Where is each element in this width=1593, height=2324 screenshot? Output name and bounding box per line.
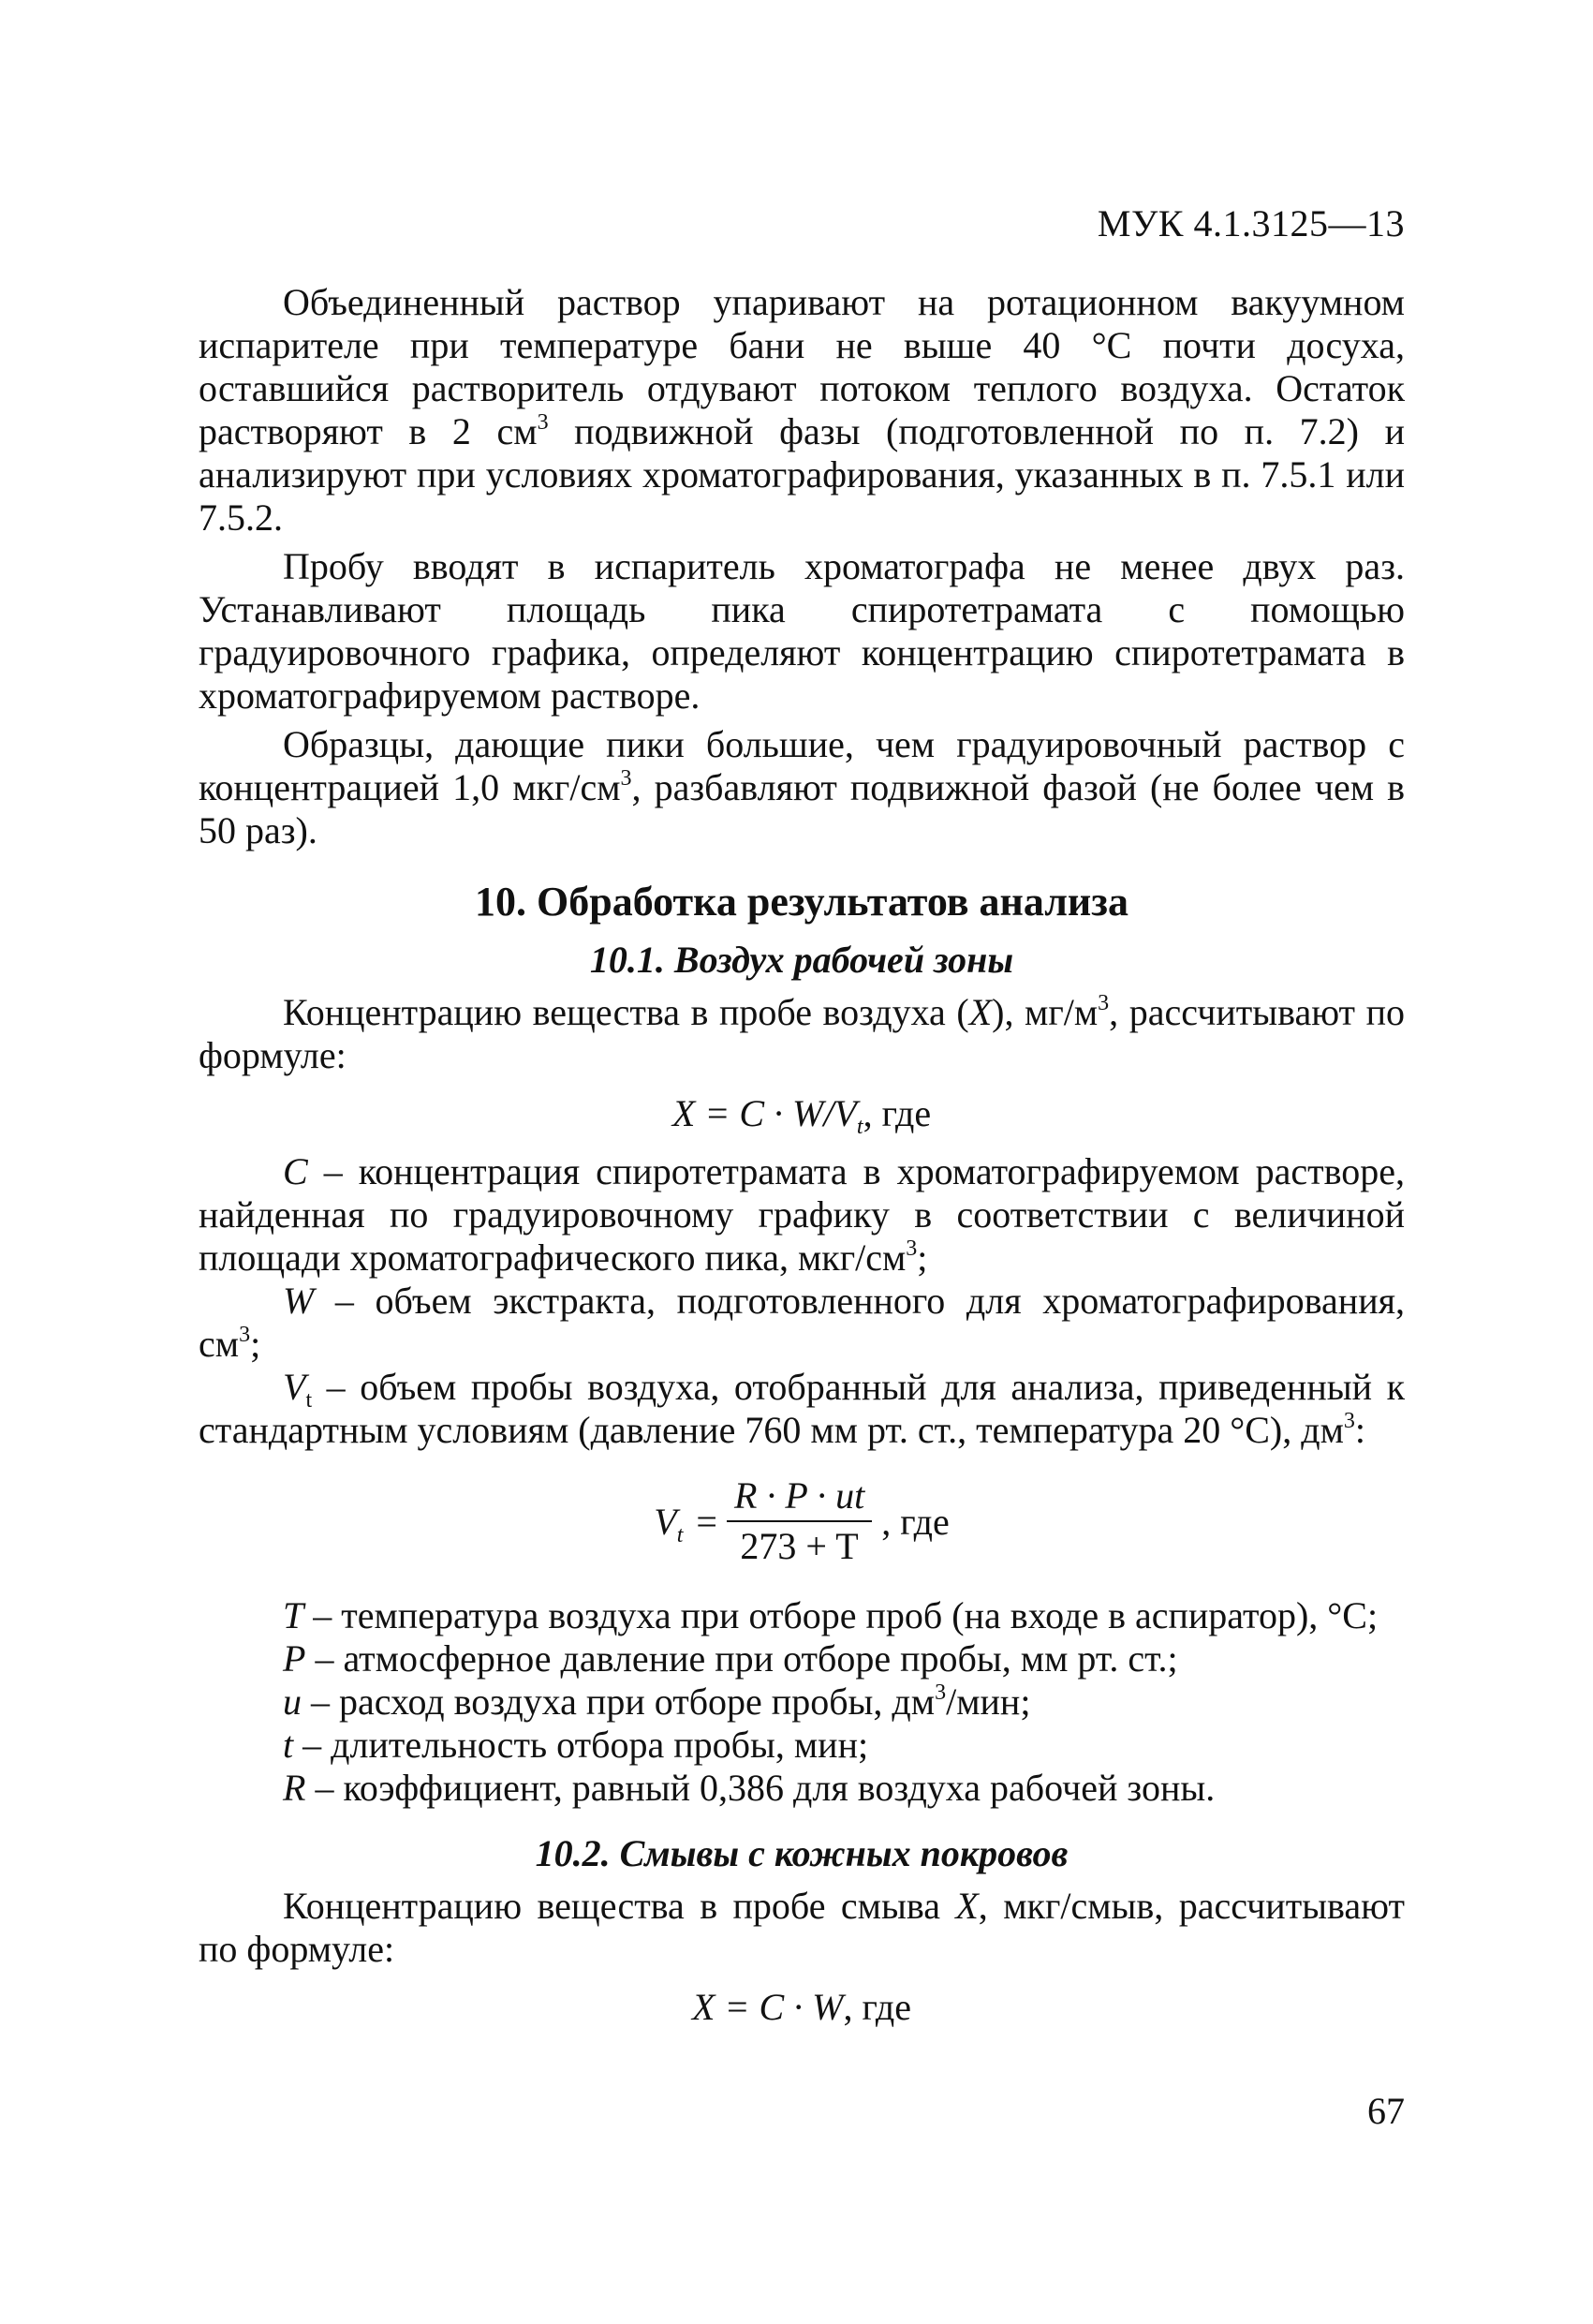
- body-text: [199, 281, 1405, 2044]
- formula-vt-lhs: $V_t$: [654, 1500, 684, 1547]
- document-page: [199, 0, 1405, 2324]
- definition-u: u – расход воздуха при отборе пробы, $дм^3$/мин;: [283, 1680, 1031, 1723]
- formula-vt-eq: =: [696, 1500, 717, 1543]
- formula-vt-tail: , где: [881, 1500, 950, 1543]
- definition-t-duration: t – длительность отбора пробы, мин;: [283, 1724, 869, 1766]
- definition-w: W – объем экстракта, подготовленного для хроматографирования, $см^3$;: [199, 1280, 1405, 1365]
- definition-p: P – атмосферное давление при отборе пробы, мм рт. ст.;: [283, 1637, 1178, 1680]
- formula-vt-numerator: R · P · ut: [733, 1474, 865, 1517]
- definition-t-temp: T – температура воздуха при отборе проб (на входе в аспиратор), °С;: [283, 1594, 1379, 1636]
- formula-skin: X = C · W, где: [692, 1986, 911, 2028]
- paragraph-dilution: Образцы, дающие пики большие, чем градуировочный раствор с концентрацией 1,0 мкг/$см^3$, разбавляют подвижной фазой (не более чем в 50 раз).: [199, 723, 1405, 851]
- paragraph-skin-intro: Концентрацию вещества в пробе смыва X, мкг/смыв, рассчитывают по формуле:: [199, 1885, 1405, 1970]
- subsection-title-skin: 10.2. Смывы с кожных покровов: [535, 1832, 1069, 1874]
- paragraph-air-intro: Концентрацию вещества в пробе воздуха (X), $мг/м^3$, рассчитывают по формуле:: [199, 991, 1406, 1076]
- definition-r: R – коэффициент, равный 0,386 для воздуха рабочей зоны.: [283, 1767, 1216, 1809]
- subsection-title-air: 10.1. Воздух рабочей зоны: [589, 939, 1014, 981]
- section-title: 10. Обработка результатов анализа: [475, 879, 1128, 925]
- paragraph-evaporation: Объединенный раствор упаривают на ротационном вакуумном испарителе при температуре бани не выше 40 °С почти досуха, оставшийся растворитель отдувают потоком теплого воздуха. Остаток растворяют в 2 $см^3$ подвижной фазы (подготовленной по п. 7.2) и анализируют при условиях хроматографирования, указанных в п. 7.5.1 или 7.5.2.: [199, 281, 1405, 539]
- formula-vt-fraction: [727, 1473, 872, 1569]
- definition-c: С – концентрация спиротетрамата в хроматографируемом растворе, найденная по градуировочному графику в соответствии с величиной площади хроматографического пика, мкг/$см^3$;: [199, 1150, 1405, 1279]
- definition-vt: $V_t$ – объем пробы воздуха, отобранный для анализа, приведенный к стандартным условиям (давление 760 мм рт. ст., температура 20 °С), $дм^3$:: [199, 1366, 1405, 1451]
- page-header: МУК 4.1.3125—13: [1097, 202, 1405, 244]
- paragraph-injection: Пробу вводят в испаритель хроматографа не менее двух раз. Устанавливают площадь пика спиротетрамата с помощью градуировочного графика, определяют концентрацию спиротетрамата в хроматографируемом растворе.: [199, 545, 1405, 717]
- page-number: 67: [1367, 2090, 1405, 2132]
- formula-vt-denominator: 273 + T: [740, 1525, 859, 1567]
- formula-vt: [199, 1465, 1405, 1577]
- formula-air: $X = C \cdot W/V_t$, где: [671, 1092, 932, 1139]
